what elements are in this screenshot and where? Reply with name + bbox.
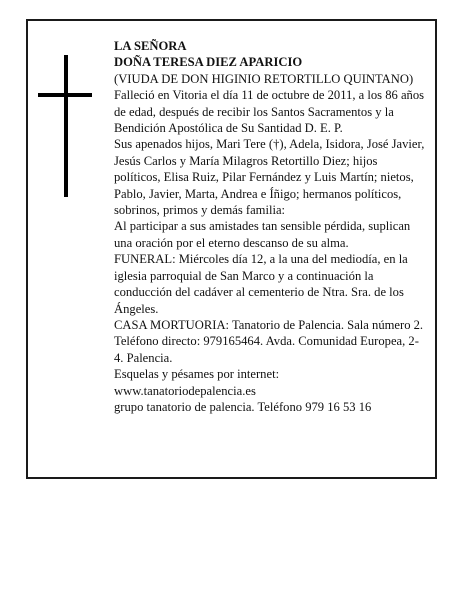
cross-horizontal-bar — [38, 93, 92, 97]
funeral-paragraph: FUNERAL: Miércoles día 12, a la una del mediodía, en la iglesia parroquial de San Marco y a continuación la conducción del cadáver al cementerio de Ntra. Sra. de los Ángeles. — [114, 252, 408, 316]
latin-cross-icon — [38, 55, 92, 197]
internet-condolences-label: Esquelas y pésames por internet: — [114, 367, 280, 382]
widow-of-line: (VIUDA DE DON HIGINIO RETORTILLO QUINTANO) — [114, 71, 414, 86]
funeral-group-phone: grupo tanatorio de palencia. Teléfono 979 16 53 16 — [114, 399, 372, 414]
funeral-home-url: www.tanatoriodepalencia.es — [114, 383, 256, 398]
obituary-text — [114, 38, 426, 415]
deceased-name: DOÑA TERESA DIEZ APARICIO — [114, 55, 303, 70]
family-paragraph: Sus apenados hijos, Mari Tere (†), Adela, Isidora, José Javier, Jesús Carlos y María Milagros Retortillo Diez; hijos políticos, Elisa Ruiz, Pilar Fernández y Luis Martín; nietos, Pablo, Javier, Marta, Andrea e Íñigo; hermanos políticos, sobrinos, primos y demás familia: — [114, 137, 425, 218]
death-paragraph: Falleció en Vitoria el día 11 de octubre de 2011, a los 86 años de edad, después de recibir los Santos Sacramentos y la Bendición Apostólica de Su Santidad D. E. P. — [114, 88, 425, 136]
funeral-home-paragraph: CASA MORTUORIA: Tanatorio de Palencia. Sala número 2. Teléfono directo: 979165464. Avda. Comunidad Europea, 2-4. Palencia. — [114, 317, 424, 365]
deceased-title: LA SEÑORA — [114, 39, 187, 53]
prayer-request-paragraph: Al participar a sus amistades tan sensible pérdida, suplican una oración por el eterno descanso de su alma. — [114, 219, 411, 250]
cross-vertical-bar — [64, 55, 68, 197]
